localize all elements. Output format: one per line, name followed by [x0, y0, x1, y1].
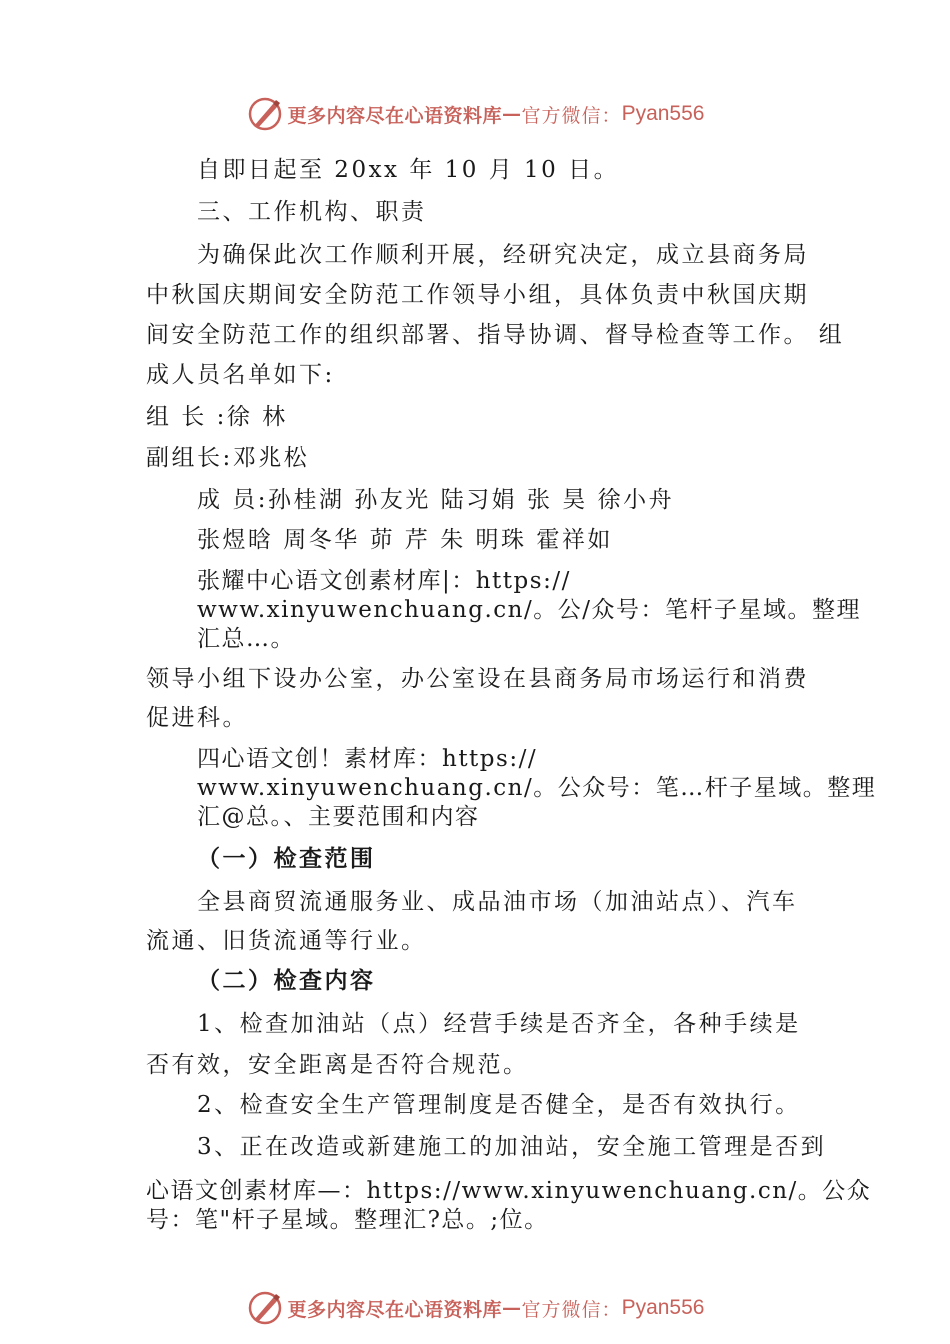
- team-leader-line: 组 长 :徐 林: [146, 404, 288, 430]
- watermark-dash: —: [502, 1297, 522, 1319]
- paragraph-line: 成人员名单如下:: [146, 362, 335, 388]
- paragraph-line: 中秋国庆期间安全防范工作领导小组，具体负责中秋国庆期: [146, 282, 809, 308]
- paragraph-line: 促进科。: [146, 705, 248, 731]
- subsection-heading: （二）检查内容: [197, 967, 376, 994]
- pen-logo-icon: [246, 95, 284, 133]
- paragraph-line: 张耀中心语文创素材库|：https://: [197, 568, 571, 594]
- subsection-heading: （一）检查范围: [197, 845, 376, 872]
- watermark-wechat-label: 官方微信：: [521, 1298, 622, 1321]
- paragraph-line: 领导小组下设办公室，办公室设在县商务局市场运行和消费: [146, 666, 809, 692]
- watermark-banner-top: [0, 94, 950, 134]
- watermark-wechat-id: Pyan556: [621, 1296, 705, 1319]
- watermark-dash: —: [502, 103, 522, 125]
- deputy-leader-line: 副组长:邓兆松: [146, 445, 310, 471]
- paragraph-line: 四心语文创！素材库：https://: [197, 746, 538, 772]
- paragraph-line: 间安全防范工作的组织部署、指导协调、督导检查等工作。 组: [146, 322, 845, 348]
- watermark-text: 更多内容尽在心语资料库: [287, 104, 503, 127]
- watermark-wechat-id: Pyan556: [621, 102, 705, 125]
- paragraph-line: www.xinyuwenchuang.cn/。公/众号：笔杆子星域。整理: [197, 597, 861, 623]
- members-line: 张煜晗 周冬华 茆 芹 朱 明珠 霍祥如: [197, 527, 613, 553]
- watermark-banner-bottom: [0, 1288, 950, 1328]
- paragraph-line: 否有效，安全距离是否符合规范。: [146, 1052, 529, 1078]
- paragraph-line: 为确保此次工作顺利开展，经研究决定，成立县商务局: [197, 242, 809, 268]
- paragraph-line: 3、正在改造或新建施工的加油站，安全施工管理是否到: [197, 1134, 827, 1160]
- section-heading: 三、工作机构、职责: [197, 199, 427, 225]
- watermark-text: 更多内容尽在心语资料库: [287, 1298, 503, 1321]
- paragraph-line: www.xinyuwenchuang.cn/。公众号：笔…杆子星域。整理: [197, 775, 877, 801]
- watermark-wechat-label: 官方微信：: [521, 104, 622, 127]
- paragraph-line: 流通、旧货流通等行业。: [146, 928, 427, 954]
- pen-logo-icon: [246, 1289, 284, 1327]
- paragraph-line: 2、检查安全生产管理制度是否健全，是否有效执行。: [197, 1092, 801, 1118]
- paragraph-line: 汇总…。: [197, 626, 295, 652]
- paragraph-line: 汇@总。、主要范围和内容: [197, 804, 480, 830]
- paragraph-line: 全县商贸流通服务业、成品油市场（加油站点）、汽车: [197, 889, 798, 915]
- paragraph-line: 自即日起至 20xx 年 10 月 10 日。: [197, 157, 620, 183]
- members-line: 成 员:孙桂湖 孙友光 陆习娟 张 昊 徐小舟: [197, 487, 675, 513]
- paragraph-line: 1、检查加油站（点）经营手续是否齐全，各种手续是: [197, 1011, 801, 1037]
- paragraph-line: 心语文创素材库—：https://www.xinyuwenchuang.cn/。公众: [146, 1178, 872, 1204]
- paragraph-line: 号：笔"杆子星域。整理汇?总。;位。: [146, 1207, 549, 1233]
